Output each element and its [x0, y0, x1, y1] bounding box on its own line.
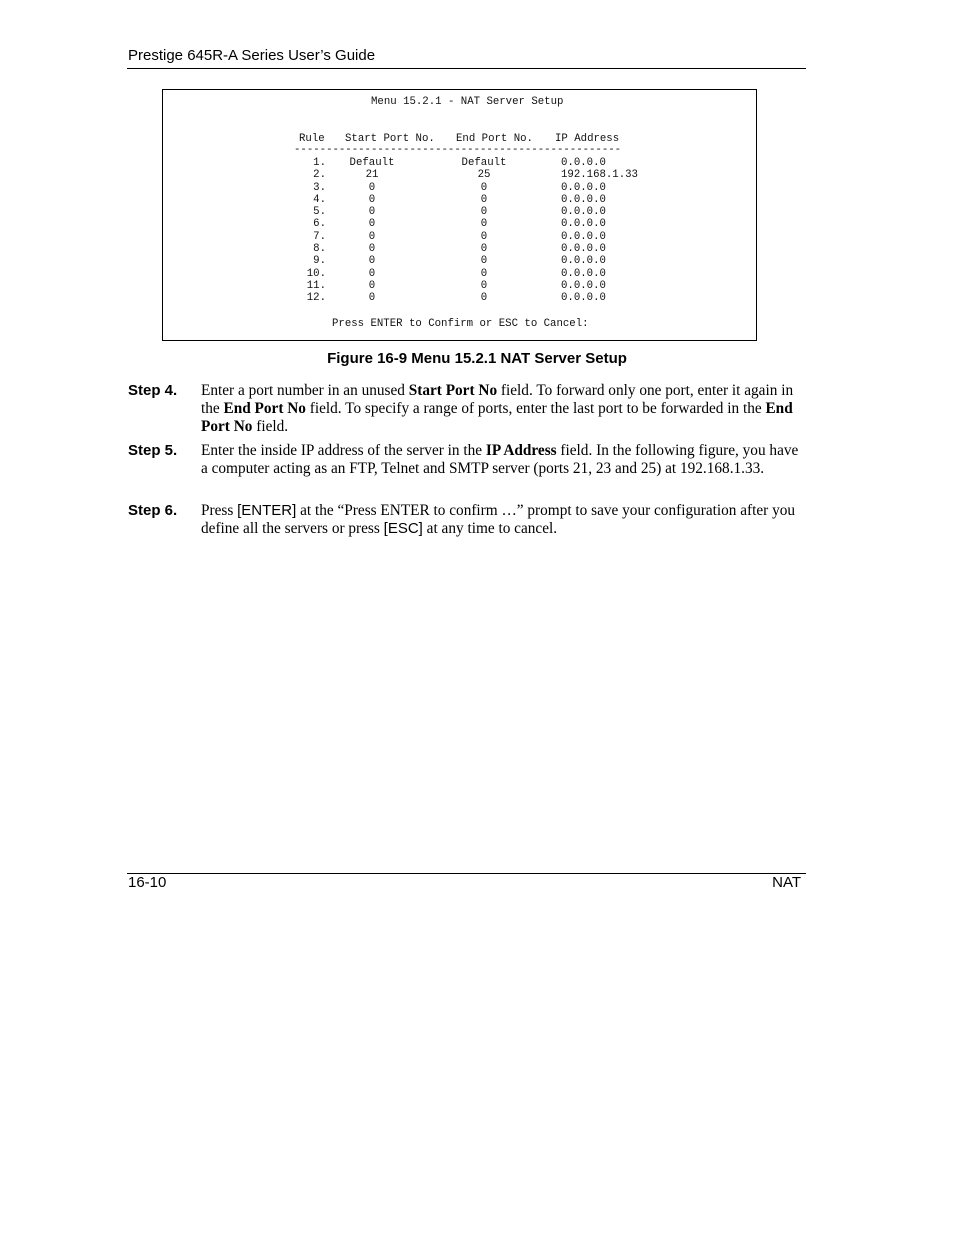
start-port-value: 0 [368, 255, 376, 268]
header-separator: --------------------------------------------------- [294, 144, 622, 156]
table-row [163, 231, 756, 243]
rule-number: 11. [306, 279, 326, 292]
rule-number: 4. [313, 193, 326, 206]
end-port-value: 0 [480, 206, 488, 219]
header-rule [127, 68, 806, 69]
end-port-value: 0 [480, 181, 488, 194]
nat-server-setup-screen [162, 89, 757, 341]
ip-address-value: 0.0.0.0 [561, 255, 606, 268]
confirm-prompt: Press ENTER to Confirm or ESC to Cancel: [332, 318, 589, 330]
ip-address-field-name: IP Address [485, 442, 557, 459]
ip-address-value: 0.0.0.0 [561, 157, 606, 169]
end-port-value: Default [461, 157, 507, 169]
ip-address-value: 0.0.0.0 [561, 243, 606, 256]
step-6-label: Step 6. [128, 502, 178, 519]
ip-address-value: 0.0.0.0 [561, 206, 606, 219]
step-5-text-part: Enter the inside IP address of the server in the [201, 442, 486, 459]
rule-rows [163, 157, 756, 305]
menu-title: Menu 15.2.1 - NAT Server Setup [371, 96, 564, 108]
table-row [163, 255, 756, 267]
start-port-value: 0 [368, 267, 376, 280]
table-row [163, 218, 756, 230]
table-row [163, 243, 756, 255]
table-row [163, 182, 756, 194]
table-row [163, 194, 756, 206]
table-row [163, 157, 756, 169]
start-port-value: 21 [365, 169, 379, 182]
step-6-text-part: at the “Press ENTER to confirm …” prompt to save your configuration after you define all the servers or press [201, 502, 796, 537]
step-5-label: Step 5. [128, 442, 178, 459]
end-port-value: 25 [477, 169, 491, 182]
end-port-field-name: End Port No [223, 400, 306, 417]
start-port-value: 0 [368, 230, 376, 243]
start-port-field-name: Start Port No [408, 382, 498, 399]
end-port-field-name: End Port No [201, 400, 793, 435]
table-row [163, 206, 756, 218]
rule-number: 3. [313, 181, 326, 194]
start-port-value: 0 [368, 218, 376, 231]
start-port-value: 0 [368, 206, 376, 219]
esc-key-label: [ESC] [383, 520, 423, 537]
step-5-text-part: field. In the following figure, you have a computer acting as an FTP, Telnet and SMTP server (ports 21, 23 and 25) at 192.168.1.33. [201, 442, 799, 477]
end-port-value: 0 [480, 279, 488, 292]
end-port-value: 0 [480, 218, 488, 231]
end-port-value: 0 [480, 267, 488, 280]
start-port-value: 0 [368, 193, 376, 206]
step-4-text-part: field. To forward only one port, enter it again in the [201, 382, 794, 417]
ip-address-value: 0.0.0.0 [561, 218, 606, 231]
table-row [163, 280, 756, 292]
start-port-value: 0 [368, 292, 376, 305]
start-port-value: 0 [368, 181, 376, 194]
ip-address-value: 0.0.0.0 [561, 292, 606, 305]
enter-key-label: [ENTER] [237, 502, 297, 519]
rule-number: 8. [313, 243, 326, 256]
column-header-ip-address: IP Address [555, 133, 620, 145]
rule-number: 12. [306, 292, 326, 305]
rule-number: 6. [313, 218, 326, 231]
step-4-label: Step 4. [128, 382, 178, 399]
start-port-value: Default [349, 157, 395, 169]
start-port-value: 0 [368, 243, 376, 256]
ip-address-value: 0.0.0.0 [561, 230, 606, 243]
ip-address-value: 0.0.0.0 [561, 279, 606, 292]
table-row [163, 169, 756, 181]
figure-caption: Figure 16-9 Menu 15.2.1 NAT Server Setup [327, 350, 627, 367]
footer-rule [127, 873, 806, 874]
step-4-text-part: field. To specify a range of ports, enter the last port to be forwarded in the [305, 400, 766, 417]
step-5-text [201, 442, 801, 478]
page-number: 16-10 [128, 874, 167, 891]
rule-number: 7. [313, 230, 326, 243]
ip-address-value: 0.0.0.0 [561, 267, 606, 280]
column-header-start-port: Start Port No. [345, 133, 435, 145]
page-header-title: Prestige 645R-A Series User’s Guide [128, 47, 376, 64]
end-port-value: 0 [480, 255, 488, 268]
ip-address-value: 192.168.1.33 [561, 169, 638, 182]
start-port-value: 0 [368, 279, 376, 292]
end-port-value: 0 [480, 230, 488, 243]
end-port-value: 0 [480, 292, 488, 305]
rule-number: 9. [313, 255, 326, 268]
step-6-text-part: at any time to cancel. [422, 520, 558, 537]
table-row [163, 292, 756, 304]
rule-number: 2. [313, 169, 326, 182]
step-6-text [201, 502, 801, 538]
step-4-text-part: Enter a port number in an unused [201, 382, 409, 399]
rule-number: 5. [313, 206, 326, 219]
column-header-rule: Rule [299, 133, 325, 145]
end-port-value: 0 [480, 243, 488, 256]
column-header-end-port: End Port No. [456, 133, 533, 145]
step-6-text-part: Press [201, 502, 238, 519]
step-4-text [201, 382, 801, 436]
ip-address-value: 0.0.0.0 [561, 181, 606, 194]
rule-number: 1. [313, 157, 326, 169]
step-4-text-part: field. [252, 418, 289, 435]
section-name: NAT [772, 874, 801, 891]
table-row [163, 268, 756, 280]
ip-address-value: 0.0.0.0 [561, 193, 606, 206]
end-port-value: 0 [480, 193, 488, 206]
rule-number: 10. [306, 267, 326, 280]
